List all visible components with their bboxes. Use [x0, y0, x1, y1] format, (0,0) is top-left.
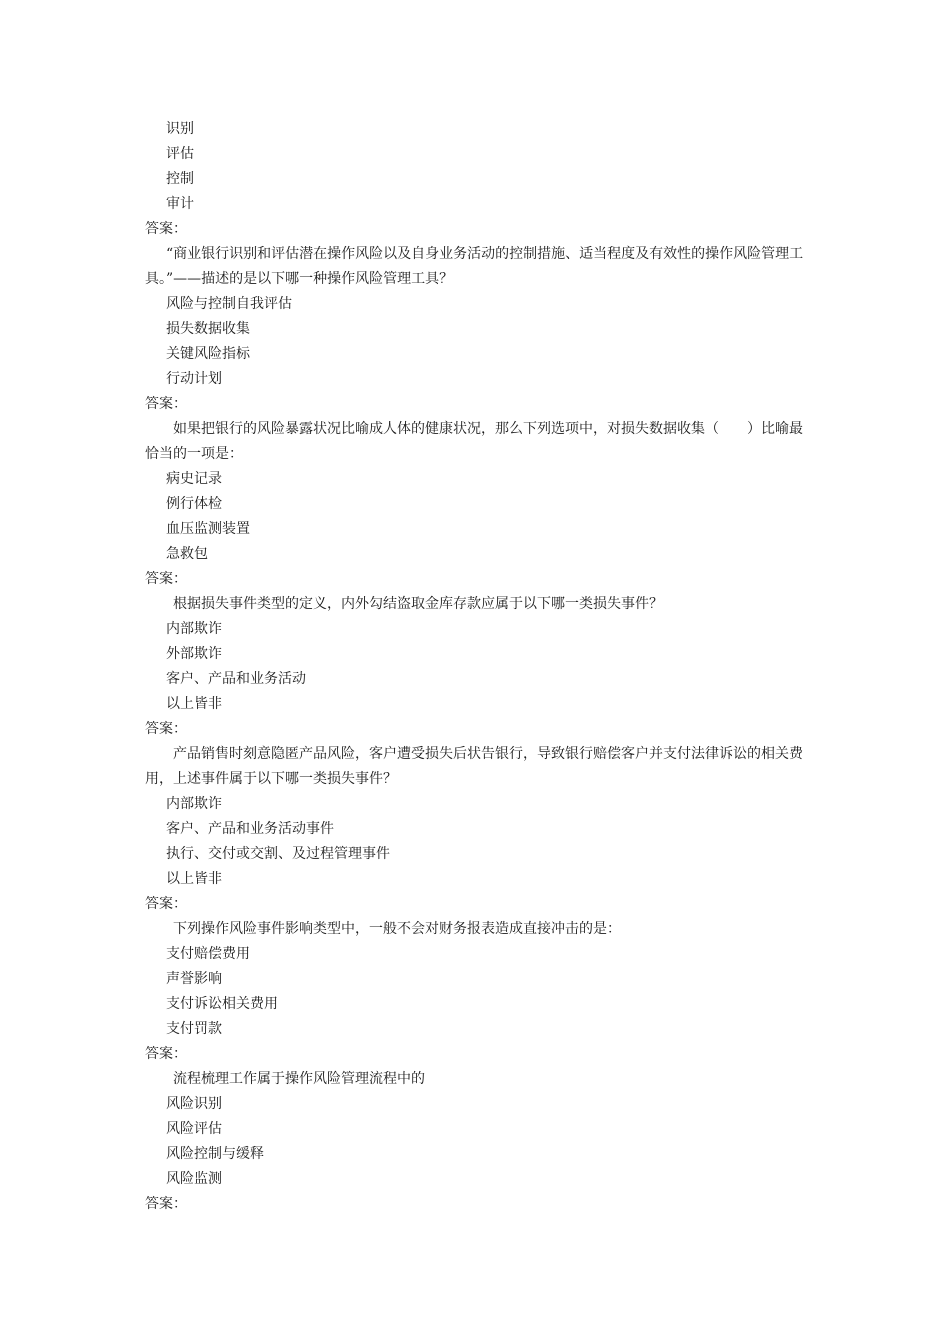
- answer-label: 答案：: [145, 1196, 187, 1212]
- question-text: 根据损失事件类型的定义，内外勾结盗取金库存款应属于以下哪一类损失事件？: [173, 596, 663, 612]
- option-item: 执行、交付或交割、及过程管理事件: [166, 846, 390, 862]
- option-item: 客户、产品和业务活动: [166, 671, 306, 687]
- answer-label: 答案：: [145, 396, 187, 412]
- option-item: 风险评估: [166, 1121, 222, 1137]
- option-item: 以上皆非: [166, 871, 222, 887]
- question-text: 如果把银行的风险暴露状况比喻成人体的健康状况，那么下列选项中，对损失数据收集（ ）比喻最恰当的一项是：: [145, 421, 803, 462]
- document-body: [145, 117, 810, 1217]
- option-item: 风险控制与缓释: [166, 1146, 264, 1162]
- question-block: [145, 917, 810, 1067]
- answer-label: 答案：: [145, 1046, 187, 1062]
- answer-label: 答案：: [145, 896, 187, 912]
- option-item: 评估: [166, 146, 194, 162]
- question-block: [145, 242, 810, 417]
- option-item: 以上皆非: [166, 696, 222, 712]
- question-block: [145, 417, 810, 592]
- option-item: 急救包: [166, 546, 208, 562]
- option-item: 审计: [166, 196, 194, 212]
- option-item: 例行体检: [166, 496, 222, 512]
- question-block: [145, 1067, 810, 1217]
- option-item: 损失数据收集: [166, 321, 250, 337]
- option-item: 外部欺诈: [166, 646, 222, 662]
- option-item: 声誉影响: [166, 971, 222, 987]
- option-item: 识别: [166, 121, 194, 137]
- option-item: 支付赔偿费用: [166, 946, 250, 962]
- question-block: [145, 592, 810, 742]
- option-item: 支付诉讼相关费用: [166, 996, 278, 1012]
- question-block: [145, 117, 810, 242]
- answer-label: 答案：: [145, 571, 187, 587]
- option-item: 支付罚款: [166, 1021, 222, 1037]
- question-block: [145, 742, 810, 917]
- option-item: 关键风险指标: [166, 346, 250, 362]
- question-text: 产品销售时刻意隐匿产品风险，客户遭受损失后状告银行，导致银行赔偿客户并支付法律诉讼的相关费用，上述事件属于以下哪一类损失事件？: [145, 746, 803, 787]
- question-text: “商业银行识别和评估潜在操作风险以及自身业务活动的控制措施、适当程度及有效性的操作风险管理工具。”——描述的是以下哪一种操作风险管理工具？: [145, 246, 804, 287]
- option-item: 控制: [166, 171, 194, 187]
- option-item: 客户、产品和业务活动事件: [166, 821, 334, 837]
- answer-label: 答案：: [145, 721, 187, 737]
- question-text: 流程梳理工作属于操作风险管理流程中的: [173, 1071, 425, 1087]
- answer-label: 答案：: [145, 221, 187, 237]
- option-item: 病史记录: [166, 471, 222, 487]
- option-item: 内部欺诈: [166, 621, 222, 637]
- option-item: 行动计划: [166, 371, 222, 387]
- question-text: 下列操作风险事件影响类型中，一般不会对财务报表造成直接冲击的是：: [173, 921, 621, 937]
- option-item: 风险与控制自我评估: [166, 296, 292, 312]
- option-item: 血压监测装置: [166, 521, 250, 537]
- option-item: 风险识别: [166, 1096, 222, 1112]
- option-item: 风险监测: [166, 1171, 222, 1187]
- option-item: 内部欺诈: [166, 796, 222, 812]
